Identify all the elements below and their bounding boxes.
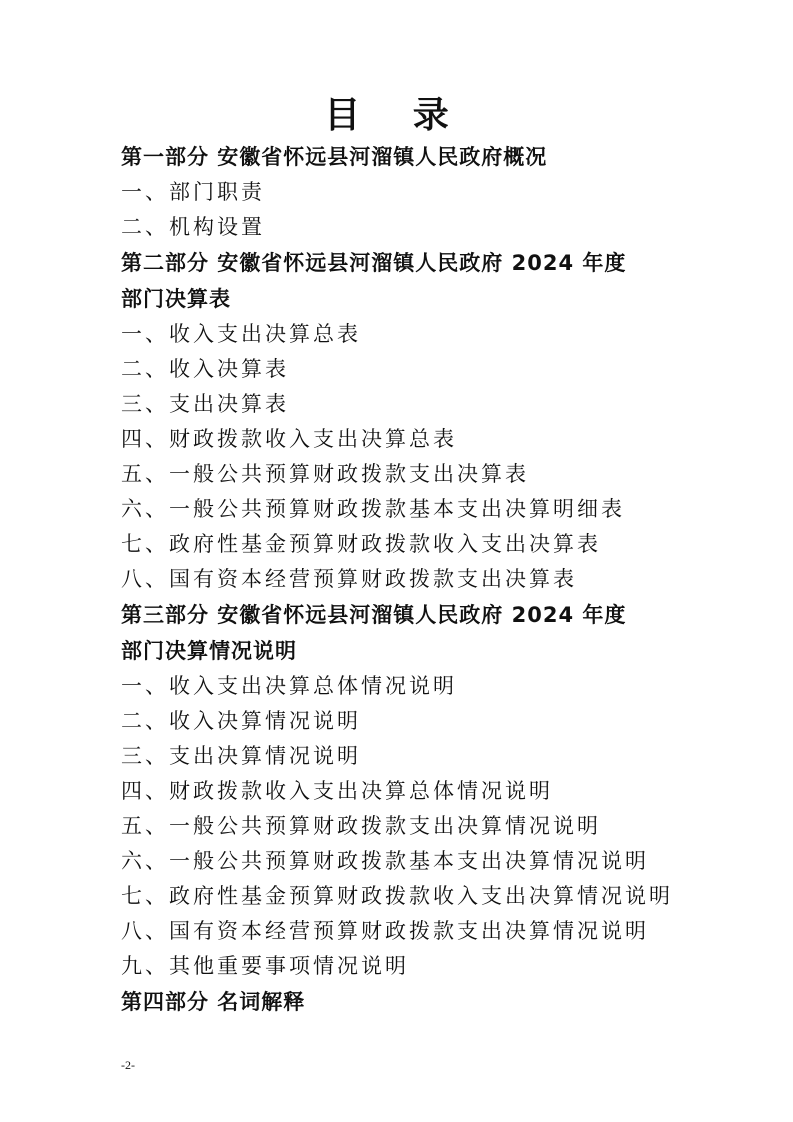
toc-entry: 一、收入支出决算总表 bbox=[121, 322, 361, 346]
toc-entry: 四、财政拨款收入支出决算总表 bbox=[121, 427, 457, 451]
toc-entry: 三、支出决算情况说明 bbox=[121, 744, 361, 768]
page-number: -2- bbox=[121, 1058, 135, 1072]
toc-section-heading: 部门决算表 bbox=[121, 287, 231, 311]
toc-entry: 七、政府性基金预算财政拨款收入支出决算表 bbox=[121, 532, 601, 556]
page-title: 目 录 bbox=[324, 95, 469, 136]
toc-entry: 八、国有资本经营预算财政拨款支出决算情况说明 bbox=[121, 919, 649, 943]
toc-section-heading: 第一部分 安徽省怀远县河溜镇人民政府概况 bbox=[121, 145, 548, 169]
toc-entry: 三、支出决算表 bbox=[121, 392, 289, 416]
toc-entry: 四、财政拨款收入支出决算总体情况说明 bbox=[121, 779, 553, 803]
toc-entry: 二、收入决算情况说明 bbox=[121, 709, 361, 733]
toc-entry: 一、部门职责 bbox=[121, 180, 265, 204]
toc-entry: 五、一般公共预算财政拨款支出决算表 bbox=[121, 462, 529, 486]
toc-entry: 九、其他重要事项情况说明 bbox=[121, 954, 409, 978]
toc-entry: 二、机构设置 bbox=[121, 215, 265, 239]
table-of-contents bbox=[121, 139, 721, 1020]
toc-section-heading: 部门决算情况说明 bbox=[121, 639, 297, 663]
toc-entry: 一、收入支出决算总体情况说明 bbox=[121, 674, 457, 698]
toc-section-heading: 第二部分 安徽省怀远县河溜镇人民政府 2024 年度 bbox=[121, 251, 627, 275]
toc-entry: 二、收入决算表 bbox=[121, 357, 289, 381]
toc-section-heading: 第三部分 安徽省怀远县河溜镇人民政府 2024 年度 bbox=[121, 603, 627, 627]
toc-entry: 六、一般公共预算财政拨款基本支出决算明细表 bbox=[121, 497, 625, 521]
toc-entry: 六、一般公共预算财政拨款基本支出决算情况说明 bbox=[121, 849, 649, 873]
toc-entry: 七、政府性基金预算财政拨款收入支出决算情况说明 bbox=[121, 884, 673, 908]
toc-section-heading: 第四部分 名词解释 bbox=[121, 990, 306, 1014]
toc-entry: 五、一般公共预算财政拨款支出决算情况说明 bbox=[121, 814, 601, 838]
toc-entry: 八、国有资本经营预算财政拨款支出决算表 bbox=[121, 567, 577, 591]
